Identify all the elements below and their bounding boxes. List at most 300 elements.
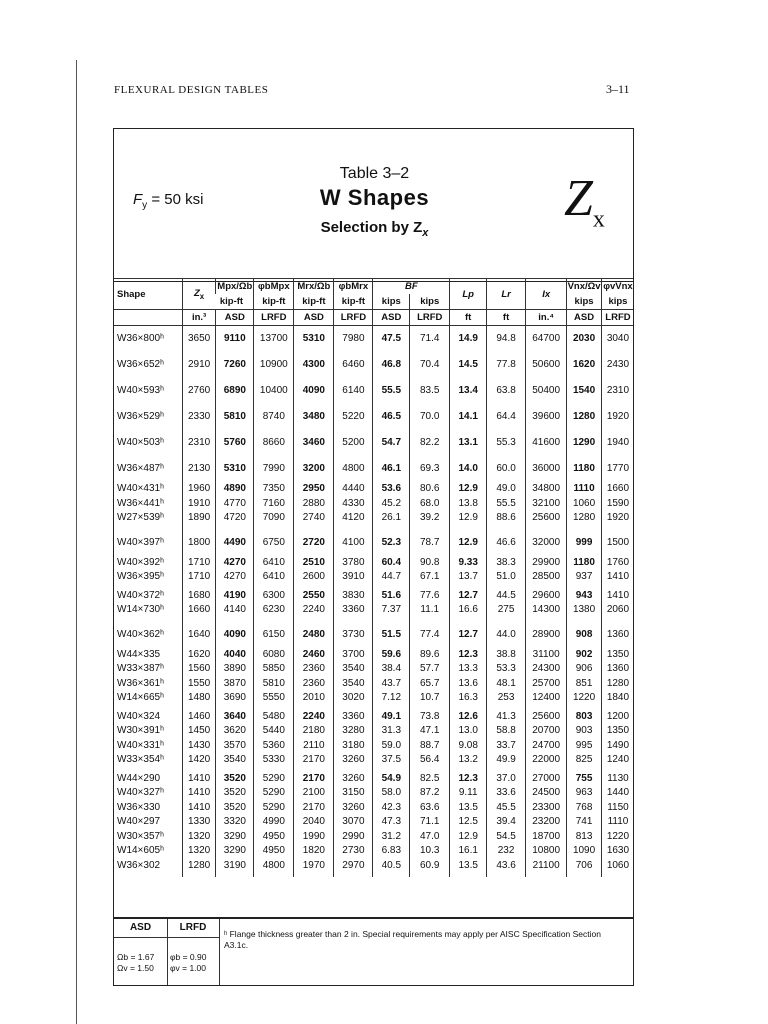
value-cell: 33.6 (487, 786, 526, 801)
value-cell: 47.5 (373, 326, 410, 353)
value-cell: 77.4 (410, 622, 450, 648)
value-cell: 24700 (526, 739, 567, 754)
value-cell: 1360 (601, 662, 634, 677)
value-cell: 2330 (182, 404, 216, 430)
method-asd: ASD (216, 310, 254, 326)
table-row (113, 786, 634, 801)
spacer-cell (410, 873, 450, 877)
value-cell: 2460 (294, 648, 334, 663)
value-cell: 4270 (216, 556, 254, 571)
value-cell: 6080 (254, 648, 294, 663)
col-lp: Lp (450, 279, 487, 310)
table-row (113, 430, 634, 456)
value-cell: 5360 (254, 739, 294, 754)
value-cell: 10.7 (410, 691, 450, 706)
value-cell: 5480 (254, 710, 294, 725)
value-cell: 13.7 (450, 570, 487, 585)
value-cell: 34800 (526, 482, 567, 497)
spacer-cell (526, 873, 567, 877)
value-cell: 1110 (601, 815, 634, 830)
value-cell: 38.3 (487, 556, 526, 571)
unit-kips: kips (601, 294, 634, 310)
value-cell: 39.2 (410, 511, 450, 526)
value-cell: 71.4 (410, 326, 450, 353)
value-cell: 1410 (601, 570, 634, 585)
section-title: FLEXURAL DESIGN TABLES (114, 84, 269, 96)
value-cell: 56.4 (410, 753, 450, 768)
fy-value: = 50 ksi (151, 191, 204, 208)
value-cell: 31.3 (373, 724, 410, 739)
unit-ft: ft (450, 310, 487, 326)
value-cell: 1450 (182, 724, 216, 739)
value-cell: 1410 (182, 801, 216, 816)
method-lrfd: LRFD (334, 310, 373, 326)
yield-strength: $F_y = 50$ ksi (133, 191, 204, 211)
value-cell: 31.2 (373, 830, 410, 845)
value-cell: 90.8 (410, 556, 450, 571)
spacer-cell (113, 873, 182, 877)
unit-kipft: kip-ft (294, 294, 334, 310)
shape-cell: W40×297 (117, 816, 161, 828)
value-cell: 3480 (294, 404, 334, 430)
value-cell: 4890 (216, 482, 254, 497)
value-cell: 6150 (254, 622, 294, 648)
value-cell: 1410 (601, 589, 634, 604)
col-bf: BF (373, 279, 450, 295)
col-ix: Ix (526, 279, 567, 310)
value-cell: 5310 (294, 326, 334, 353)
shape-cell: W40×392ʰ (117, 556, 164, 568)
value-cell: 851 (567, 677, 602, 692)
value-cell: 28500 (526, 570, 567, 585)
shape-cell: W36×361ʰ (117, 677, 164, 689)
table-row (113, 710, 634, 725)
value-cell: 13.1 (450, 430, 487, 456)
value-cell: 4300 (294, 352, 334, 378)
selection-table (113, 278, 634, 877)
value-cell: 1200 (601, 710, 634, 725)
value-cell: 64.4 (487, 404, 526, 430)
value-cell: 16.1 (450, 844, 487, 859)
value-cell: 31100 (526, 648, 567, 663)
value-cell: 13700 (254, 326, 294, 353)
shape-cell: W40×503ʰ (117, 437, 164, 448)
value-cell: 3520 (216, 772, 254, 787)
value-cell: 3690 (216, 691, 254, 706)
value-cell: 2360 (294, 677, 334, 692)
value-cell: 3320 (216, 815, 254, 830)
value-cell: 44.0 (487, 622, 526, 648)
value-cell: 6410 (254, 556, 294, 571)
value-cell: 2430 (601, 352, 634, 378)
value-cell: 6750 (254, 530, 294, 556)
value-cell: 3910 (334, 570, 373, 585)
value-cell: 5290 (254, 786, 294, 801)
value-cell: 5200 (334, 430, 373, 456)
value-cell: 7160 (254, 497, 294, 512)
asd-label: ASD (114, 919, 167, 938)
value-cell: 3040 (601, 326, 634, 353)
value-cell: 1480 (182, 691, 216, 706)
value-cell: 1540 (567, 378, 602, 404)
phi-values (167, 952, 219, 974)
value-cell: 1820 (294, 844, 334, 859)
unit-in4: in.⁴ (526, 310, 567, 326)
value-cell: 1760 (601, 556, 634, 571)
value-cell: 3360 (334, 603, 373, 618)
table-row (113, 724, 634, 739)
value-cell: 11.1 (410, 603, 450, 618)
value-cell: 43.7 (373, 677, 410, 692)
value-cell: 4090 (216, 622, 254, 648)
spacer-cell (294, 873, 334, 877)
value-cell: 58.8 (487, 724, 526, 739)
value-cell: 1330 (182, 815, 216, 830)
col-lr: Lr (487, 279, 526, 310)
value-cell: 908 (567, 622, 602, 648)
value-cell: 5290 (254, 772, 294, 787)
table-row (113, 482, 634, 497)
table-row (113, 753, 634, 768)
value-cell: 4100 (334, 530, 373, 556)
value-cell: 2040 (294, 815, 334, 830)
value-cell: 1660 (601, 482, 634, 497)
value-cell: 1320 (182, 844, 216, 859)
unit-ft: ft (487, 310, 526, 326)
unit-kipft: kip-ft (254, 294, 294, 310)
value-cell: 60.4 (373, 556, 410, 571)
value-cell: 32000 (526, 530, 567, 556)
value-cell: 4490 (216, 530, 254, 556)
value-cell: 7.37 (373, 603, 410, 618)
value-cell: 50400 (526, 378, 567, 404)
value-cell: 706 (567, 859, 602, 874)
value-cell: 12.7 (450, 622, 487, 648)
value-cell: 2130 (182, 456, 216, 482)
value-cell: 1060 (567, 497, 602, 512)
value-cell: 52.3 (373, 530, 410, 556)
value-cell: 10800 (526, 844, 567, 859)
value-cell: 4440 (334, 482, 373, 497)
spacer-cell (334, 873, 373, 877)
value-cell: 2760 (182, 378, 216, 404)
value-cell: 55.5 (373, 378, 410, 404)
table-row (113, 801, 634, 816)
value-cell: 4770 (216, 497, 254, 512)
value-cell: 9110 (216, 326, 254, 353)
table-row (113, 830, 634, 845)
value-cell: 1280 (567, 511, 602, 526)
phi-v: φv = 1.00 (170, 963, 206, 973)
value-cell: 46.8 (373, 352, 410, 378)
value-cell: 2740 (294, 511, 334, 526)
value-cell: 253 (487, 691, 526, 706)
shape-cell: W36×395ʰ (117, 571, 164, 583)
value-cell: 41600 (526, 430, 567, 456)
shape-cell: W40×397ʰ (117, 536, 164, 548)
value-cell: 1890 (182, 511, 216, 526)
value-cell: 755 (567, 772, 602, 787)
value-cell: 3890 (216, 662, 254, 677)
value-cell: 2880 (294, 497, 334, 512)
value-cell: 37.5 (373, 753, 410, 768)
value-cell: 1350 (601, 648, 634, 663)
shape-cell: W33×354ʰ (117, 754, 164, 766)
value-cell: 1280 (182, 859, 216, 874)
value-cell: 5810 (254, 677, 294, 692)
value-cell: 3260 (334, 772, 373, 787)
value-cell: 12400 (526, 691, 567, 706)
value-cell: 1430 (182, 739, 216, 754)
value-cell: 59.6 (373, 648, 410, 663)
value-cell: 94.8 (487, 326, 526, 353)
value-cell: 14.5 (450, 352, 487, 378)
value-cell: 1180 (567, 556, 602, 571)
value-cell: 1590 (601, 497, 634, 512)
value-cell: 1800 (182, 530, 216, 556)
value-cell: 5760 (216, 430, 254, 456)
value-cell: 1990 (294, 830, 334, 845)
value-cell: 41.3 (487, 710, 526, 725)
shape-cell: W30×391ʰ (117, 725, 164, 737)
value-cell: 1620 (567, 352, 602, 378)
value-cell: 1500 (601, 530, 634, 556)
value-cell: 13.3 (450, 662, 487, 677)
value-cell: 39600 (526, 404, 567, 430)
shape-cell: W40×331ʰ (117, 739, 164, 751)
value-cell: 4950 (254, 844, 294, 859)
omega-b: Ωb = 1.67 (117, 952, 155, 962)
value-cell: 14300 (526, 603, 567, 618)
value-cell: 80.6 (410, 482, 450, 497)
value-cell: 3520 (216, 786, 254, 801)
value-cell: 3260 (334, 753, 373, 768)
col-mrx-asd: Mrx/Ωb (294, 279, 334, 295)
table-row (113, 739, 634, 754)
method-asd: ASD (294, 310, 334, 326)
value-cell: 1290 (567, 430, 602, 456)
value-cell: 5290 (254, 801, 294, 816)
shape-cell: W40×431ʰ (117, 483, 164, 495)
value-cell: 10900 (254, 352, 294, 378)
value-cell: 2030 (567, 326, 602, 353)
value-cell: 1550 (182, 677, 216, 692)
value-cell: 48.1 (487, 677, 526, 692)
value-cell: 70.4 (410, 352, 450, 378)
footnote: ʰ Flange thickness greater than 2 in. Special requirements may apply per AISC Specification Section A3.1c. (224, 929, 601, 950)
table-footer (113, 918, 634, 986)
table-row (113, 603, 634, 618)
value-cell: 1940 (601, 430, 634, 456)
value-cell: 87.2 (410, 786, 450, 801)
value-cell: 2180 (294, 724, 334, 739)
spacer-cell (487, 873, 526, 877)
value-cell: 1350 (601, 724, 634, 739)
value-cell: 6300 (254, 589, 294, 604)
value-cell: 82.2 (410, 430, 450, 456)
value-cell: 7980 (334, 326, 373, 353)
table-row (113, 497, 634, 512)
value-cell: 3830 (334, 589, 373, 604)
value-cell: 995 (567, 739, 602, 754)
value-cell: 813 (567, 830, 602, 845)
value-cell: 2310 (182, 430, 216, 456)
value-cell: 3540 (334, 677, 373, 692)
value-cell: 5310 (216, 456, 254, 482)
col-vnx-asd: Vnx/Ωv (567, 279, 602, 295)
value-cell: 3640 (216, 710, 254, 725)
table-row (113, 570, 634, 585)
spacer-cell (601, 873, 634, 877)
value-cell: 63.6 (410, 801, 450, 816)
value-cell: 54.5 (487, 830, 526, 845)
value-cell: 768 (567, 801, 602, 816)
value-cell: 70.0 (410, 404, 450, 430)
value-cell: 54.7 (373, 430, 410, 456)
value-cell: 3360 (334, 710, 373, 725)
method-asd: ASD (567, 310, 602, 326)
value-cell: 55.5 (487, 497, 526, 512)
value-cell: 3780 (334, 556, 373, 571)
value-cell: 999 (567, 530, 602, 556)
method-asd: ASD (373, 310, 410, 326)
value-cell: 12.7 (450, 589, 487, 604)
value-cell: 42.3 (373, 801, 410, 816)
page-number: 3–11 (606, 82, 630, 96)
lrfd-label: LRFD (167, 919, 219, 938)
shape-cell: W40×593ʰ (117, 385, 164, 396)
value-cell: 67.1 (410, 570, 450, 585)
value-cell: 46.5 (373, 404, 410, 430)
value-cell: 6.83 (373, 844, 410, 859)
table-row (113, 772, 634, 787)
value-cell: 46.1 (373, 456, 410, 482)
value-cell: 1660 (182, 603, 216, 618)
page-margin-line (76, 60, 77, 1024)
value-cell: 7350 (254, 482, 294, 497)
value-cell: 78.7 (410, 530, 450, 556)
shape-cell: W36×302 (117, 859, 161, 871)
value-cell: 1220 (601, 830, 634, 845)
value-cell: 47.1 (410, 724, 450, 739)
value-cell: 45.2 (373, 497, 410, 512)
col-mpx-lrfd: φbMpx (254, 279, 294, 295)
value-cell: 9.08 (450, 739, 487, 754)
phi-b: φb = 0.90 (170, 952, 207, 962)
value-cell: 12.9 (450, 482, 487, 497)
value-cell: 12.6 (450, 710, 487, 725)
value-cell: 10400 (254, 378, 294, 404)
value-cell: 2910 (182, 352, 216, 378)
value-cell: 13.4 (450, 378, 487, 404)
value-cell: 232 (487, 844, 526, 859)
value-cell: 5330 (254, 753, 294, 768)
shape-cell: W40×362ʰ (117, 628, 164, 640)
table-row (113, 530, 634, 556)
table-row (113, 844, 634, 859)
value-cell: 14.0 (450, 456, 487, 482)
shape-cell: W40×327ʰ (117, 787, 164, 799)
value-cell: 51.0 (487, 570, 526, 585)
value-cell: 44.5 (487, 589, 526, 604)
value-cell: 1150 (601, 801, 634, 816)
unit-kips: kips (373, 294, 410, 310)
value-cell: 7090 (254, 511, 294, 526)
value-cell: 1320 (182, 830, 216, 845)
value-cell: 2510 (294, 556, 334, 571)
value-cell: 4330 (334, 497, 373, 512)
value-cell: 1630 (601, 844, 634, 859)
value-cell: 12.9 (450, 511, 487, 526)
table-row (113, 589, 634, 604)
shape-cell: W44×290 (117, 772, 161, 784)
value-cell: 58.0 (373, 786, 410, 801)
value-cell: 2110 (294, 739, 334, 754)
value-cell: 1280 (601, 677, 634, 692)
value-cell: 18700 (526, 830, 567, 845)
value-cell: 1220 (567, 691, 602, 706)
col-mpx-asd: Mpx/Ωb (216, 279, 254, 295)
value-cell: 825 (567, 753, 602, 768)
value-cell: 4140 (216, 603, 254, 618)
value-cell: 49.9 (487, 753, 526, 768)
table-row (113, 691, 634, 706)
value-cell: 3570 (216, 739, 254, 754)
value-cell: 29600 (526, 589, 567, 604)
value-cell: 29900 (526, 556, 567, 571)
value-cell: 20700 (526, 724, 567, 739)
value-cell: 2100 (294, 786, 334, 801)
value-cell: 4090 (294, 378, 334, 404)
value-cell: 3540 (216, 753, 254, 768)
value-cell: 1440 (601, 786, 634, 801)
value-cell: 963 (567, 786, 602, 801)
shape-cell: W36×330 (117, 801, 161, 813)
value-cell: 741 (567, 815, 602, 830)
value-cell: 937 (567, 570, 602, 585)
shape-cell: W40×324 (117, 710, 161, 722)
value-cell: 9.11 (450, 786, 487, 801)
shape-cell: W30×357ʰ (117, 830, 164, 842)
table-row (113, 511, 634, 526)
value-cell: 24500 (526, 786, 567, 801)
value-cell: 49.0 (487, 482, 526, 497)
value-cell: 3180 (334, 739, 373, 754)
selection-caption: Selection by $Z_x$ (320, 219, 429, 239)
value-cell: 73.8 (410, 710, 450, 725)
value-cell: 77.6 (410, 589, 450, 604)
unit-kipft: kip-ft (219, 296, 244, 307)
value-cell: 64700 (526, 326, 567, 353)
value-cell: 943 (567, 589, 602, 604)
shape-cell: W27×539ʰ (117, 512, 164, 524)
spacer-cell (373, 873, 410, 877)
value-cell: 3620 (216, 724, 254, 739)
value-cell: 88.6 (487, 511, 526, 526)
value-cell: 1960 (182, 482, 216, 497)
shape-cell: W36×800ʰ (117, 333, 164, 344)
table-row (113, 556, 634, 571)
value-cell: 60.9 (410, 859, 450, 874)
shape-cell: W14×605ʰ (117, 845, 164, 857)
value-cell: 6410 (254, 570, 294, 585)
value-cell: 1410 (182, 772, 216, 787)
unit-in3: in.³ (182, 310, 216, 326)
value-cell: 89.6 (410, 648, 450, 663)
value-cell: 38.4 (373, 662, 410, 677)
value-cell: 1680 (182, 589, 216, 604)
value-cell: 1420 (182, 753, 216, 768)
